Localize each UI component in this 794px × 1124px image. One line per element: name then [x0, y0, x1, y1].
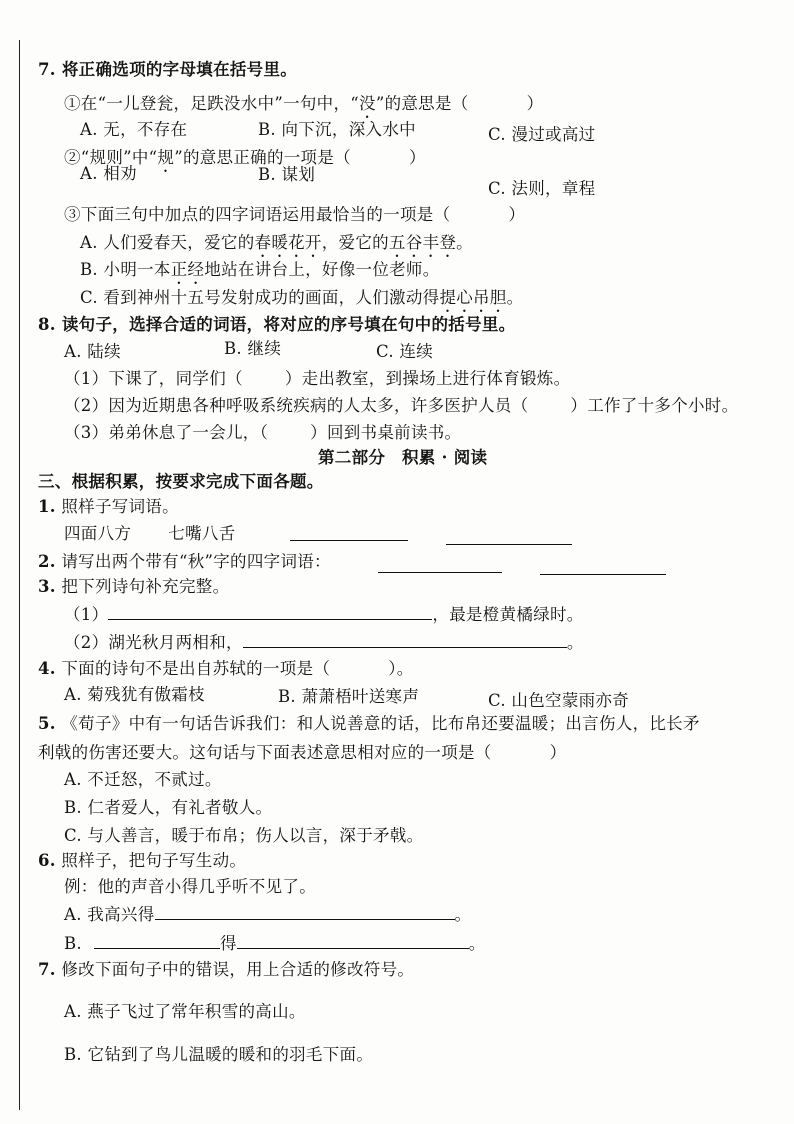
p1-example	[64, 522, 236, 546]
q8-s3: （3）弟弟休息了一会儿，（ ）回到书桌前读书。	[64, 423, 462, 442]
q7-title: 7. 将正确选项的字母填在括号里。	[38, 60, 298, 79]
q7-title-text: 将正确选项的字母填在括号里。	[61, 60, 298, 79]
p4-optB: B. 萧萧梧叶送寒声	[278, 687, 420, 706]
q7-sub3-optB: B. 小明一本正经地站在讲台上，好像一位老师。	[80, 260, 440, 279]
p6-example: 例：他的声音小得几乎听不见了。	[64, 877, 316, 896]
part2-title: 第二部分 积累 · 阅读	[318, 448, 488, 467]
p7-a: A. 燕子飞过了常年积雪的高山。	[64, 1002, 306, 1021]
p3-line1: （1） ，最是橙黄橘绿时。	[64, 605, 584, 624]
q7-sub1-optC: C. 漫过或高过	[488, 125, 596, 144]
p2-blank-2[interactable]	[540, 558, 666, 575]
q7-sub2-stem: ②“规则”中“规”的意思正确的一项是（ ）	[64, 148, 426, 167]
p2-blank-1[interactable]	[378, 556, 502, 573]
q7-sub3-stem: ③下面三句中加点的四字词语运用最恰当的一项是（ ）	[64, 205, 526, 224]
p1-title: 1. 照样子写词语。	[38, 497, 179, 516]
p6-blank-b1[interactable]	[94, 932, 220, 949]
p3-title: 3. 把下列诗句补充完整。	[38, 577, 230, 596]
p4-optC: C. 山色空蒙雨亦奇	[488, 691, 630, 710]
p4-optA: A. 菊残犹有傲霜枝	[64, 685, 205, 704]
q7-sub2-optC: C. 法则，章程	[488, 179, 596, 198]
p4-title: 4. 下面的诗句不是出自苏轼的一项是（ ）。	[38, 659, 414, 678]
q7-sub1-stem: ①在“一儿登瓮，足跌没水中”一句中，“没”的意思是（ ）	[64, 94, 544, 113]
p5-optC: C. 与人善言，暖于布帛；伤人以言，深于矛戟。	[64, 826, 424, 845]
p6-a: A. 我高兴得 。	[64, 905, 472, 924]
q7-sub1-optB: B. 向下沉，深入水中	[258, 120, 416, 139]
q7-sub3-optC: C. 看到神州十五号发射成功的画面，人们激动得提心吊胆。	[80, 288, 524, 307]
q8-s1: （1）下课了，同学们（ ）走出教室，到操场上进行体育锻炼。	[64, 369, 571, 388]
q8-s2: （2）因为近期患各种呼吸系统疾病的人太多，许多医护人员（ ）工作了十多个小时。	[64, 396, 739, 415]
sec3-title: 三、根据积累，按要求完成下面各题。	[38, 472, 324, 491]
p7-b: B. 它钻到了鸟儿温暖的暖和的羽毛下面。	[64, 1045, 374, 1064]
p1-ex1: 四面八方	[64, 524, 132, 543]
p2-title: 2. 请写出两个带有“秋”字的四字词语：	[38, 552, 331, 571]
q7-sub3-optA: A. 人们爱春天，爱它的春暖花开，爱它的五谷丰登。	[80, 233, 473, 252]
p5-optA: A. 不迁怒，不贰过。	[64, 770, 222, 789]
p6-b: B. 得 。	[64, 934, 486, 953]
p6-blank-a[interactable]	[155, 903, 455, 920]
p3-blank-1[interactable]	[108, 603, 432, 620]
q7-sub1-optA: A. 无，不存在	[80, 120, 188, 139]
q8-title: 8. 读句子，选择合适的词语，将对应的序号填在句中的括号里。	[38, 315, 516, 334]
p5-optB: B. 仁者爱人，有礼者敬人。	[64, 798, 273, 817]
p7-title: 7. 修改下面句子中的错误，用上合适的修改符号。	[38, 960, 415, 979]
p5-line2: 利戟的伤害还要大。这句话与下面表述意思相对应的一项是（ ）	[38, 743, 567, 762]
p5-line1: 5. 《荀子》中有一句话告诉我们：和人说善意的话，比布帛还要温暖；出言伤人，比长矛	[38, 714, 700, 733]
q8-optA: A. 陆续	[64, 342, 121, 361]
q8-title-text: 读句子，选择合适的词语，将对应的序号填在句中的括号里。	[61, 315, 516, 334]
p6-blank-b2[interactable]	[237, 932, 469, 949]
q8-optC: C. 连续	[376, 342, 434, 361]
q7-sub2-optB: B. 谋划	[258, 165, 316, 184]
p6-title: 6. 照样子，把句子写生动。	[38, 851, 247, 870]
q8-optB: B. 继续	[224, 339, 282, 358]
p1-blank-1[interactable]	[290, 524, 408, 541]
q7-sub2-optA: A. 相劝	[80, 164, 137, 183]
p3-line2: （2）湖光秋月两相和， 。	[64, 633, 584, 652]
p1-ex2: 七嘴八舌	[168, 524, 236, 543]
p1-blank-2[interactable]	[446, 528, 572, 545]
p3-blank-2[interactable]	[243, 631, 567, 648]
margin-line	[19, 40, 20, 1110]
